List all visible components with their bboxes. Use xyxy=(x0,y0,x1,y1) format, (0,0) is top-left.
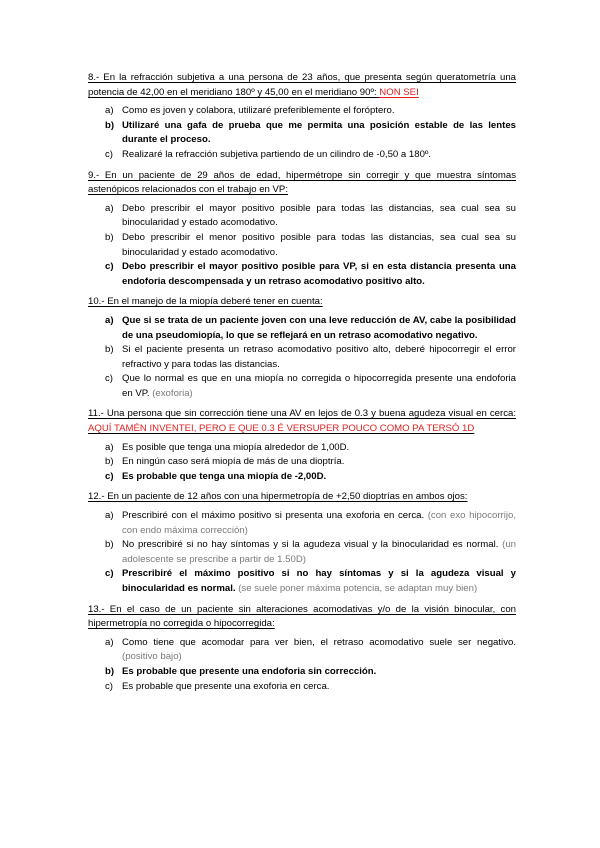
options-list xyxy=(88,441,516,485)
option-main-text: Prescribiré el máximo positivo si no hay síntomas y si la agudeza visual y binocularidad es normal. xyxy=(122,568,516,594)
option-letter: b) xyxy=(105,344,114,356)
option-text: Debo prescribir el menor positivo posible para todas las distancias, sea cual sea su binocularidad y estado acomodativo. xyxy=(122,231,516,258)
question-11 xyxy=(88,407,516,484)
option-text: En ningún caso será miopía de más de una dioptría. xyxy=(122,456,345,468)
question-text: 11.- Una persona que sin corrección tiene una AV en lejos de 0.3 y buena agudeza visual en cerca: xyxy=(88,408,516,420)
option-a xyxy=(88,314,516,343)
option-letter: c) xyxy=(105,470,114,482)
option-b xyxy=(88,343,516,372)
document-page xyxy=(88,71,516,694)
option-c xyxy=(88,470,516,485)
option-letter: c) xyxy=(105,568,114,580)
option-letter: b) xyxy=(105,665,115,677)
option-b xyxy=(88,231,516,260)
question-title: 10.- En el manejo de la miopía deberé tener en cuenta: xyxy=(88,296,323,308)
option-text: Como es joven y colabora, utilizaré preferiblemente el foróptero. xyxy=(122,105,395,117)
answer-comment: (se suele poner máxima potencia, se adaptan muy bien) xyxy=(238,583,478,594)
option-letter: b) xyxy=(105,456,114,468)
option-text: Si el paciente presenta un retraso acomodativo positivo alto, deberé hipocorregir el error refractivo y para todas las distancias. xyxy=(122,344,516,370)
option-main-text: Que lo normal es que en una miopía no corregida o hipocorregida presente una endoforia en VP. xyxy=(122,373,516,399)
options-list xyxy=(88,509,516,597)
option-letter: a) xyxy=(105,105,114,117)
option-a xyxy=(88,104,516,119)
option-c xyxy=(88,680,516,695)
option-letter: c) xyxy=(105,373,113,385)
option-text: Utilizaré una gafa de prueba que me permita una posición estable de las lentes durante el proceso. xyxy=(122,119,516,146)
option-text: Es probable que presente una endoforia sin corrección. xyxy=(122,665,377,677)
question-text: 8.- En la refracción subjetiva a una persona de 23 años, que presenta según queratometría una potencia de 42,00 en el meridiano 180º y 45,00 en el meridiano 90º: xyxy=(88,72,516,98)
option-letter: b) xyxy=(105,119,115,131)
question-12 xyxy=(88,490,516,596)
option-letter: b) xyxy=(105,231,114,243)
option-text xyxy=(122,372,516,401)
option-main-text: No prescribiré si no hay síntomas y si la agudeza visual y la binocularidad es normal. xyxy=(122,539,499,551)
question-9 xyxy=(88,169,516,290)
option-letter: a) xyxy=(105,314,114,326)
option-text: Debo prescribir el mayor positivo posible para VP, si en esta distancia presenta una endoforia descompensada y un retraso acomodativo positivo alto. xyxy=(122,261,516,287)
option-c xyxy=(88,372,516,401)
options-list xyxy=(88,636,516,694)
answer-comment: (con exo hipocorrijo, con endo máxima corrección) xyxy=(122,510,516,536)
option-c xyxy=(88,148,516,163)
option-letter: b) xyxy=(105,539,114,551)
question-title: 13.- En el caso de un paciente sin alteraciones acomodativas y/o de la visión binocular, con hipermetropía no corregida o hipocorregida: xyxy=(88,603,516,630)
question-10 xyxy=(88,295,516,401)
option-letter: a) xyxy=(105,441,114,453)
question-title xyxy=(88,407,516,436)
option-a xyxy=(88,636,516,665)
option-letter: c) xyxy=(105,680,113,692)
option-c xyxy=(88,260,516,289)
option-main-text: Prescribiré con el máximo positivo si presenta una exoforia en cerca. xyxy=(122,510,425,522)
option-text: Es probable que tenga una miopía de -2,00D. xyxy=(122,470,327,482)
question-title: 9.- En un paciente de 29 años de edad, hipermétrope sin corregir y que muestra síntomas astenópicos relacionados con el trabajo en VP: xyxy=(88,169,516,196)
option-text xyxy=(122,636,516,665)
option-main-text: Como tiene que acomodar para ver bien, el retraso acomodativo suele ser negativo. xyxy=(122,636,516,648)
option-text: Que si se trata de un paciente joven con una leve reducción de AV, cabe la posibilidad de una pseudomiopía, lo que se reflejará en un retraso acomodativo negativo. xyxy=(122,314,516,341)
option-letter: c) xyxy=(105,148,113,160)
handwritten-note: NON SEI xyxy=(379,86,419,98)
question-13 xyxy=(88,603,516,695)
question-8 xyxy=(88,71,516,163)
option-b xyxy=(88,665,516,680)
option-text xyxy=(122,567,516,596)
option-text: Debo prescribir el mayor positivo posible para todas las distancias, sea cual sea su binocularidad y estado acomodativo. xyxy=(122,202,516,229)
option-text: Es probable que presente una exoforia en cerca. xyxy=(122,680,330,692)
question-title xyxy=(88,71,516,100)
option-letter: a) xyxy=(105,202,114,214)
option-b xyxy=(88,538,516,567)
options-list xyxy=(88,314,516,402)
answer-comment: (exoforia) xyxy=(152,387,193,399)
question-title: 12.- En un paciente de 12 años con una hipermetropía de +2,50 dioptrías en ambos ojos: xyxy=(88,491,468,503)
option-b xyxy=(88,119,516,148)
option-text: Es posible que tenga una miopía alrededor de 1,00D. xyxy=(122,441,350,453)
option-text xyxy=(122,509,516,538)
option-b xyxy=(88,455,516,470)
option-a xyxy=(88,202,516,231)
options-list xyxy=(88,104,516,162)
option-letter: a) xyxy=(105,636,114,648)
answer-comment: (positivo bajo) xyxy=(122,651,182,663)
option-c xyxy=(88,567,516,596)
answer-comment: (un adolescente se prescribe a partir de 1.50D) xyxy=(122,539,516,565)
option-text: Realizaré la refracción subjetiva partiendo de un cilindro de -0,50 a 180º. xyxy=(122,148,432,160)
option-letter: a) xyxy=(105,510,114,522)
option-a xyxy=(88,441,516,456)
option-letter: c) xyxy=(105,261,114,273)
option-text xyxy=(122,538,516,567)
option-a xyxy=(88,509,516,538)
options-list xyxy=(88,202,516,290)
handwritten-note: AQUÍ TAMÉN INVENTEI, PERO E QUE 0.3 É VERSUPER POUCO COMO PA TERSÓ 1D xyxy=(88,423,475,435)
